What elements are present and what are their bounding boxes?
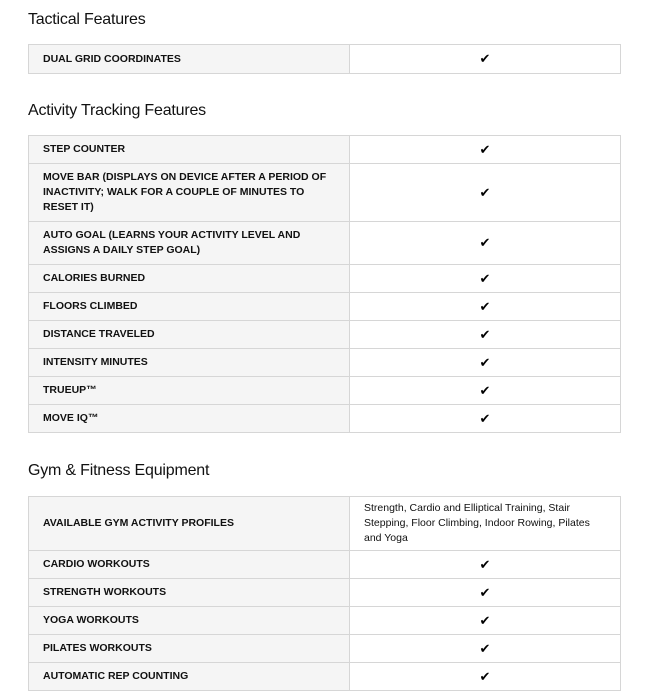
feature-label: MOVE BAR (DISPLAYS ON DEVICE AFTER A PERIOD OF INACTIVITY; WALK FOR A COUPLE OF MINUTES TO RESET IT) [29, 164, 350, 222]
feature-label: AUTO GOAL (LEARNS YOUR ACTIVITY LEVEL AND ASSIGNS A DAILY STEP GOAL) [29, 222, 350, 265]
feature-label: MOVE IQ™ [29, 405, 350, 433]
table-row [29, 607, 621, 635]
feature-value [350, 293, 621, 321]
feature-label: PILATES WORKOUTS [29, 635, 350, 663]
spec-table [28, 44, 621, 74]
feature-value [350, 635, 621, 663]
feature-label: AUTOMATIC REP COUNTING [29, 663, 350, 691]
feature-value: Strength, Cardio and Elliptical Training, Stair Stepping, Floor Climbing, Indoor Rowing, Pilates and Yoga [350, 497, 621, 551]
table-row [29, 136, 621, 164]
feature-label: YOGA WORKOUTS [29, 607, 350, 635]
feature-value [350, 321, 621, 349]
checkmark-icon: ✔ [479, 668, 491, 684]
table-row [29, 377, 621, 405]
feature-label: STRENGTH WORKOUTS [29, 579, 350, 607]
feature-value [350, 45, 621, 74]
checkmark-icon: ✔ [479, 584, 491, 600]
table-row [29, 663, 621, 691]
table-row [29, 222, 621, 265]
feature-value [350, 349, 621, 377]
checkmark-icon: ✔ [479, 354, 491, 370]
feature-label: DUAL GRID COORDINATES [29, 45, 350, 74]
table-row [29, 321, 621, 349]
checkmark-icon: ✔ [479, 298, 491, 314]
checkmark-icon: ✔ [479, 612, 491, 628]
feature-value [350, 607, 621, 635]
feature-value [350, 551, 621, 579]
feature-value [350, 265, 621, 293]
checkmark-icon: ✔ [479, 270, 491, 286]
feature-label: INTENSITY MINUTES [29, 349, 350, 377]
table-row [29, 497, 621, 551]
feature-label: DISTANCE TRAVELED [29, 321, 350, 349]
spec-table [28, 135, 621, 433]
table-row [29, 635, 621, 663]
table-row [29, 265, 621, 293]
feature-label: CALORIES BURNED [29, 265, 350, 293]
feature-label: TRUEUP™ [29, 377, 350, 405]
checkmark-icon: ✔ [479, 410, 491, 426]
table-row [29, 45, 621, 74]
table-row [29, 551, 621, 579]
feature-value [350, 222, 621, 265]
table-row [29, 164, 621, 222]
section-title: Gym & Fitness Equipment [28, 462, 210, 479]
feature-label: CARDIO WORKOUTS [29, 551, 350, 579]
checkmark-icon: ✔ [479, 141, 491, 157]
checkmark-icon: ✔ [479, 640, 491, 656]
feature-value [350, 579, 621, 607]
checkmark-icon: ✔ [479, 51, 491, 66]
feature-value [350, 136, 621, 164]
section-title: Tactical Features [28, 11, 146, 28]
section-title: Activity Tracking Features [28, 102, 206, 119]
checkmark-icon: ✔ [479, 326, 491, 342]
spec-table [28, 496, 621, 691]
checkmark-icon: ✔ [479, 184, 491, 200]
table-row [29, 349, 621, 377]
table-row [29, 405, 621, 433]
feature-value [350, 405, 621, 433]
feature-value [350, 164, 621, 222]
feature-label: STEP COUNTER [29, 136, 350, 164]
checkmark-icon: ✔ [479, 235, 491, 250]
table-row [29, 293, 621, 321]
table-row [29, 579, 621, 607]
feature-label: FLOORS CLIMBED [29, 293, 350, 321]
checkmark-icon: ✔ [479, 382, 491, 398]
feature-label: AVAILABLE GYM ACTIVITY PROFILES [29, 497, 350, 551]
feature-value [350, 377, 621, 405]
checkmark-icon: ✔ [479, 556, 491, 572]
feature-value [350, 663, 621, 691]
